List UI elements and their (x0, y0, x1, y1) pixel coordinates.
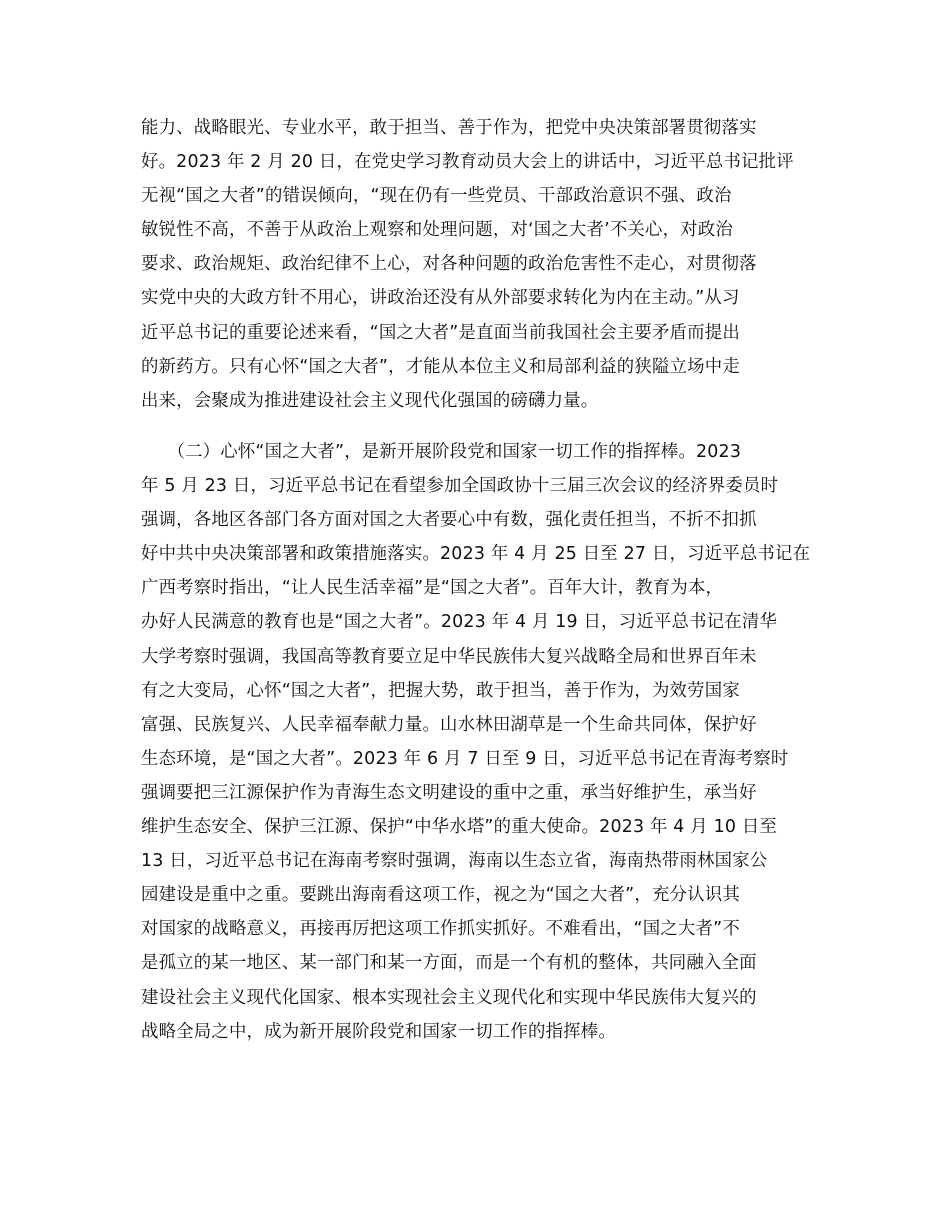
text-line: 园建设是重中之重。要跳出海南看这项工作，视之为“国之大者”，充分认识其 (141, 885, 740, 906)
text-line: 13 日，习近平总书记在海南考察时强调，海南以生态立省，海南热带雨林国家公 (141, 851, 768, 872)
text-line: 办好人民满意的教育也是“国之大者”。2023 年 4 月 19 日，习近平总书记在清华 (141, 612, 778, 633)
text-line: 对国家的战略意义，再接再厉把这项工作抓实抓好。不难看出，“国之大者”不 (141, 919, 740, 940)
text-line: 的新药方。只有心怀“国之大者”，才能从本位主义和局部利益的狭隘立场中走 (141, 356, 740, 377)
paragraph-1 (141, 111, 813, 418)
text-line: 广西考察时指出，“让人民生活幸福”是“国之大者”。百年大计，教育为本， (141, 578, 724, 599)
text-line: 好中共中央决策部署和政策措施落实。2023 年 4 月 25 日至 27 日，习近平总书记在 (141, 544, 811, 565)
text-line: 战略全局之中，成为新开展阶段党和国家一切工作的指挥棒。 (141, 1021, 616, 1042)
text-line: 维护生态安全、保护三江源、保护“中华水塔”的重大使命。2023 年 4 月 10 日至 (141, 817, 778, 838)
text-line: 强调，各地区各部门各方面对国之大者要心中有数，强化责任担当，不折不扣抓 (141, 510, 757, 531)
text-line: 建设社会主义现代化国家、根本实现社会主义现代化和实现中华民族伟大复兴的 (141, 987, 757, 1008)
text-line: 要求、政治规矩、政治纪律不上心，对各种问题的政治危害性不走心，对贯彻落 (141, 254, 757, 275)
text-line: 是孤立的某一地区、某一部门和某一方面，而是一个有机的整体，共同融入全面 (141, 953, 757, 974)
text-line: 出来，会聚成为推进建设社会主义现代化强国的磅礴力量。 (141, 390, 599, 411)
text-line: 大学考察时强调，我国高等教育要立足中华民族伟大复兴战略全局和世界百年未 (141, 646, 757, 667)
text-line: （二）心怀“国之大者”，是新开展阶段党和国家一切工作的指挥棒。2023 (141, 442, 742, 462)
paragraph-2 (141, 435, 813, 1049)
text-line: 敏锐性不高，不善于从政治上观察和处理问题，对‘国之大者’不关心，对政治 (141, 220, 733, 241)
text-line: 有之大变局，心怀“国之大者”，把握大势，敢于担当，善于作为，为效劳国家 (141, 680, 740, 701)
text-line: 生态环境，是“国之大者”。2023 年 6 月 7 日至 9 日，习近平总书记在青海考察时 (141, 748, 789, 769)
text-line: 好。2023 年 2 月 20 日，在党史学习教育动员大会上的讲话中，习近平总书记批评 (141, 152, 794, 173)
text-line: 能力、战略眼光、专业水平，敢于担当、善于作为，把党中央决策部署贯彻落实 (141, 118, 757, 138)
text-line: 实党中央的大政方针不用心，讲政治还没有从外部要求转化为内在主动。”从习 (141, 288, 740, 309)
text-line: 富强、民族复兴、人民幸福奉献力量。山水林田湖草是一个生命共同体，保护好 (141, 714, 757, 735)
text-line: 近平总书记的重要论述来看，“国之大者”是直面当前我国社会主要矛盾而提出 (141, 322, 740, 343)
text-line: 强调要把三江源保护作为青海生态文明建设的重中之重，承当好维护生，承当好 (141, 782, 757, 803)
text-line: 无视“国之大者”的错误倾向，“现在仍有一些党员、干部政治意识不强、政治 (141, 186, 732, 207)
text-line: 年 5 月 23 日，习近平总书记在看望参加全国政协十三届三次会议的经济界委员时 (141, 476, 779, 497)
